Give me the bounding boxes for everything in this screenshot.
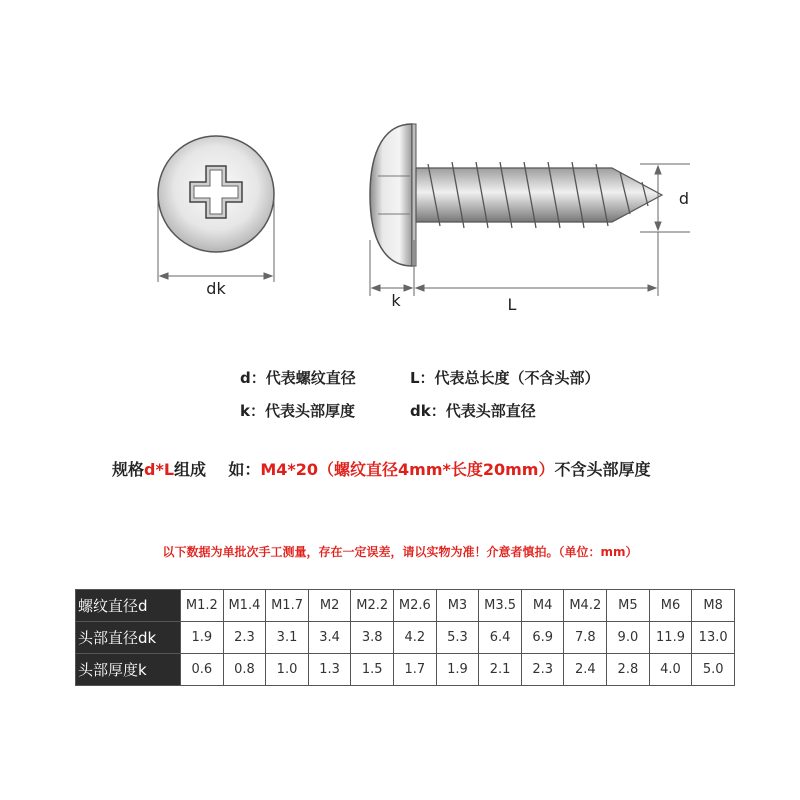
legend-d: d：代表螺纹直径 xyxy=(240,369,356,387)
table-cell: 5.3 xyxy=(436,622,479,654)
row-header: 螺纹直径d xyxy=(76,590,181,622)
table-cell: M4 xyxy=(521,590,564,622)
dimension-table xyxy=(75,589,735,686)
table-cell: 13.0 xyxy=(692,622,735,654)
table-cell: M5 xyxy=(607,590,650,622)
table-row xyxy=(76,590,735,622)
table-cell: M1.2 xyxy=(181,590,224,622)
table-cell: 5.0 xyxy=(692,654,735,686)
d-label: d xyxy=(678,189,690,208)
table-row xyxy=(76,622,735,654)
table-cell: 6.4 xyxy=(479,622,522,654)
spec-suffix: 不含头部厚度 xyxy=(554,460,651,479)
dk-label: dk xyxy=(206,279,226,298)
table-cell: 0.8 xyxy=(223,654,266,686)
k-label: k xyxy=(391,291,401,310)
table-cell: 3.4 xyxy=(308,622,351,654)
table-cell: M2.6 xyxy=(394,590,437,622)
L-dimension xyxy=(416,232,658,296)
table-cell: 9.0 xyxy=(607,622,650,654)
table-cell: 1.9 xyxy=(436,654,479,686)
spec-formula: d*L xyxy=(144,460,175,479)
table-cell: 1.9 xyxy=(181,622,224,654)
table-cell: M4.2 xyxy=(564,590,607,622)
table-cell: M8 xyxy=(692,590,735,622)
table-cell: M3 xyxy=(436,590,479,622)
table-cell: 4.0 xyxy=(649,654,692,686)
spec-middle: 组成 如： xyxy=(174,460,261,479)
legend-dk: dk：代表头部直径 xyxy=(410,402,536,420)
table-cell: 11.9 xyxy=(649,622,692,654)
table-cell: 7.8 xyxy=(564,622,607,654)
table-cell: 1.3 xyxy=(308,654,351,686)
table-cell: M2.2 xyxy=(351,590,394,622)
row-header: 头部厚度k xyxy=(76,654,181,686)
table-cell: 1.5 xyxy=(351,654,394,686)
table-cell: 0.6 xyxy=(181,654,224,686)
measurement-note: 以下数据为单批次手工测量，存在一定误差，请以实物为准！介意者慎拍。（单位：mm） xyxy=(162,545,638,559)
table-cell: 3.1 xyxy=(266,622,309,654)
table-cell: M2 xyxy=(308,590,351,622)
table-cell: 2.3 xyxy=(223,622,266,654)
table-cell: 2.4 xyxy=(564,654,607,686)
screw-dimension-diagram xyxy=(0,0,800,340)
L-label: L xyxy=(507,295,517,314)
table-cell: M6 xyxy=(649,590,692,622)
table-cell: 2.3 xyxy=(521,654,564,686)
table-cell: 6.9 xyxy=(521,622,564,654)
table-cell: 4.2 xyxy=(394,622,437,654)
spec-prefix: 规格 xyxy=(112,460,145,479)
legend-k: k：代表头部厚度 xyxy=(240,402,355,420)
screw-head-top-view xyxy=(158,136,274,252)
table-cell: 2.1 xyxy=(479,654,522,686)
table-cell: M1.7 xyxy=(266,590,309,622)
spec-example-line xyxy=(112,457,651,480)
table-cell: M1.4 xyxy=(223,590,266,622)
table-cell: 3.8 xyxy=(351,622,394,654)
legend-L: L：代表总长度（不含头部） xyxy=(410,369,600,387)
spec-example: M4*20（螺纹直径4mm*长度20mm） xyxy=(260,460,555,479)
table-row xyxy=(76,654,735,686)
row-header: 头部直径dk xyxy=(76,622,181,654)
table-cell: 2.8 xyxy=(607,654,650,686)
table-cell: 1.0 xyxy=(266,654,309,686)
table-cell: 1.7 xyxy=(394,654,437,686)
table-cell: M3.5 xyxy=(479,590,522,622)
